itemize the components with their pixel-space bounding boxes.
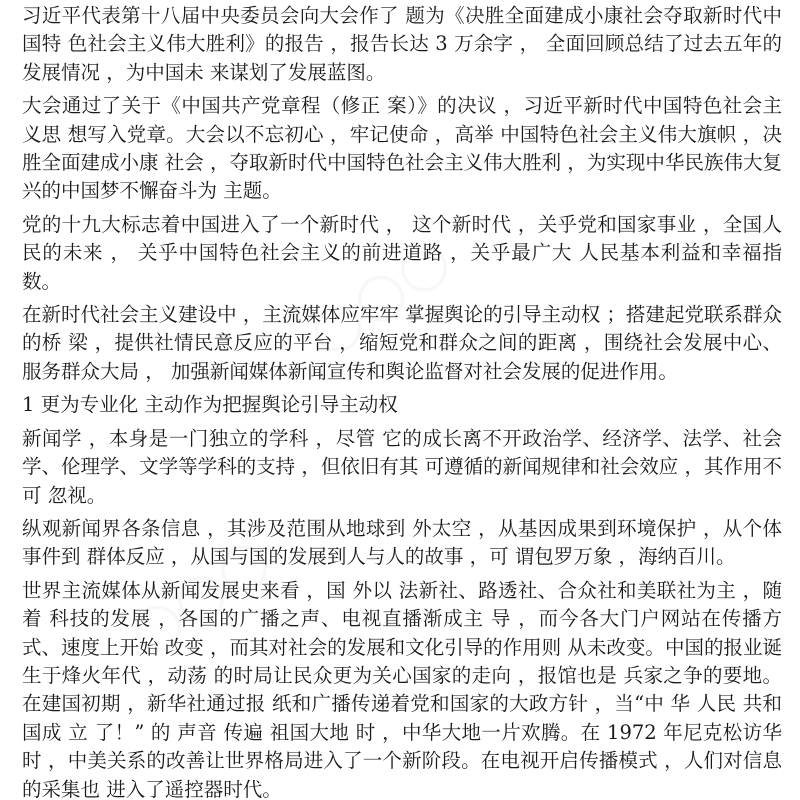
paragraph: 在新时代社会主义建设中 ，主流媒体应牢牢 掌握舆论的引导主动权 ；搭建起党联系群众的桥 梁 ，提供社情民意反应的平台 ，缩短党和群众之间的距离 ，围绕社会发展中心、服务群众大局 ， 加强新闻媒体新闻宣传和舆论监督对社会发展的促进作用。 [22,303,782,383]
watermark: ○○○ [114,521,283,669]
paragraph: 大会通过了关于《中国共产党章程（修正 案）》的决议 ，习近平新时代中国特色社会主义思 想写入党章。大会以不忘初心 ，牢记使命 ，高举 中国特色社会主义伟大旗帜 ，决胜全面建成小康 社会 ，夺取新时代中国特色社会主义伟大胜利 ，为实现中华民族伟大复兴的中国梦不懈奋斗为 主题。 [22,94,782,203]
section-heading: 1 更为专业化 主动作为把握舆论引导主动权 [22,393,398,417]
document-body [22,2,782,800]
watermark: ○○○ [294,221,463,369]
paragraph: 世界主流媒体从新闻发展史来看 ，国 外以 法新社、路透社、合众社和美联社为主 ，随着 科技的发展 ，各国的广播之声、电视直播渐成主 导 ，而今各大门户网站在传播方式、速度上开始 改变 ，而其对社会的发展和文化引导的作用则 从未改变。中国的报业诞生于烽火年代 ，动荡 的时局让民众更为关心国家的走向 ，报馆也是 兵家之争的要地。在建国初期 ，新华社通过报 纸和广播传递着党和国家的大政方针 ，当“中 华 人民 共和 国成 立 了！” 的 声音 传遍 祖国大地 时 ，中华大地一片欢腾。在 1972 年尼克松访华 时 ，中美关系的改善让世界格局进入了一个新阶段。在电视开启传播模式 ，人们对信息的采集也 进入了遥控器时代。 [22,578,782,800]
paragraph: 新闻学 ，本身是一门独立的学科 ，尽管 它的成长离不开政治学、经济学、法学、社会 学、伦理学、文学等学科的支持 ，但依旧有其 可遵循的新闻规律和社会效应 ，其作用不可 忽视。 [22,426,782,507]
paragraph: 党的十九大标志着中国进入了一个新时代 ， 这个新时代 ，关乎党和国家事业 ，全国人民的未来 ， 关乎中国特色社会主义的前进道路 ，关乎最广大 人民基本利益和幸福指数。 [22,212,782,293]
paragraph: 纵观新闻界各条信息 ，其涉及范围从地球到 外太空 ，从基因成果到环境保护 ，从个体事件到 群体反应 ，从国与国的发展到人与人的故事 ，可 谓包罗万象 ，海纳百川。 [22,516,782,569]
paragraph: 习近平代表第十八届中央委员会向大会作了 题为《决胜全面建成小康社会夺取新时代中国特 色社会主义伟大胜利》的报告 ，报告长达 3 万余字 ， 全面回顾总结了过去五年的发展情况 ，为中国未 来谋划了发展蓝图。 [22,4,782,84]
